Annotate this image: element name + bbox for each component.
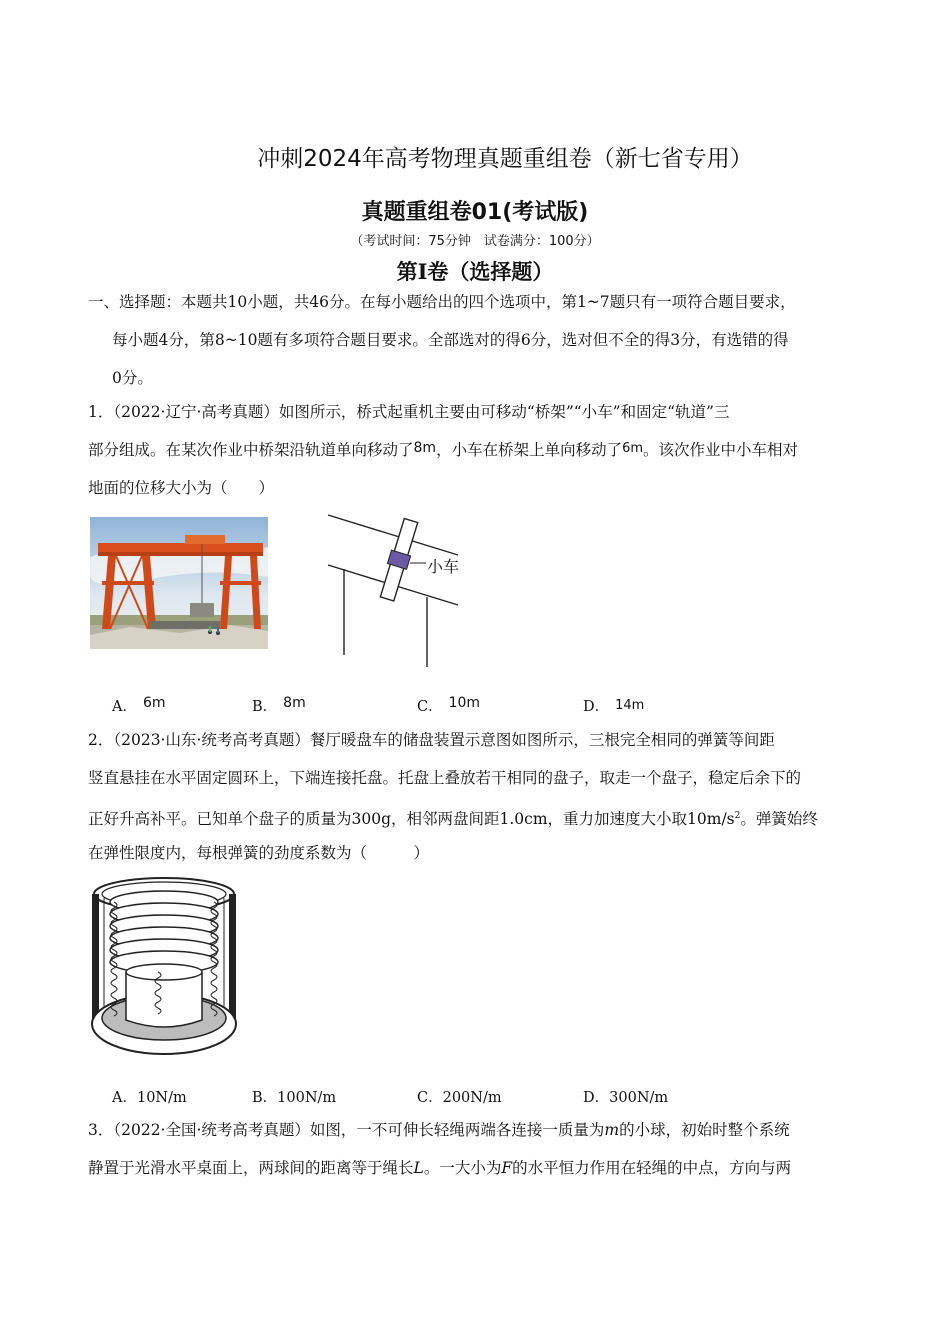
- crane-photo: [90, 517, 268, 649]
- q1-option-d: D． 14m: [583, 698, 645, 715]
- plate-warmer-diagram: [86, 872, 246, 1060]
- q2-line-2: 竖直悬挂在水平固定圆环上，下端连接托盘。托盘上叠放若干相同的盘子，取走一个盘子，稳定后余下的: [88, 769, 802, 787]
- bridge-frame: [377, 518, 420, 602]
- q1-line-3: 地面的位移大小为（ ）: [88, 479, 275, 497]
- q1-option-b: B． 8m: [252, 695, 306, 715]
- q1-value-8m: 8m: [413, 440, 437, 456]
- q2-line-4: 在弹性限度内，每根弹簧的劲度系数为（ ）: [88, 844, 430, 862]
- sub-title: 真题重组卷01(考试版): [361, 200, 589, 225]
- instructions-line-1: 一、选择题：本题共10小题，共46分。在每小题给出的四个选项中，第1~7题只有一项符合题目要求，: [88, 293, 796, 311]
- q2-option-d: D．300N/m: [583, 1090, 669, 1106]
- q1-line-2: 部分组成。在某次作业中桥架沿轨道单向移动了8m，小车在桥架上单向移动了6m。该次作业中小车相对: [88, 440, 799, 459]
- q2-option-c: C．200N/m: [417, 1090, 502, 1106]
- q1-option-a: A． 6m: [112, 695, 166, 715]
- q1-value-6m: 6m: [622, 441, 644, 456]
- q2-line-1: 2．（2023·山东·统考高考真题）餐厅暖盘车的储盘装置示意图如图所示，三根完全相同的弹簧等间距: [88, 731, 775, 749]
- q1-line-1: 1．（2022·辽宁·高考真题）如图所示，桥式起重机主要由可移动“桥架”“小车”和固定“轨道”三: [88, 403, 730, 421]
- crane-schematic-diagram: [320, 505, 470, 670]
- q2-option-b: B．100N/m: [252, 1090, 337, 1106]
- rail-top-line: [328, 515, 458, 555]
- q3-line-2: 静置于光滑水平桌面上，两球间的距离等于绳长L。一大小为F的水平恒力作用在轻绳的中点，方向与两: [88, 1159, 792, 1177]
- q2-line-3: 正好升高补平。已知单个盘子的质量为300g，相邻两盘间距1.0cm，重力加速度大小取$10m/s^2$。弹簧始终: [88, 810, 818, 829]
- exam-info: （考试时间：75分钟 试卷满分：100分）: [350, 234, 600, 249]
- q2-option-a: A．10N/m: [112, 1090, 187, 1106]
- q3-line-1: 3．（2022·全国·统考高考真题）如图，一不可伸长轻绳两端各连接一质量为m的小球，初始时整个系统: [88, 1121, 790, 1139]
- trolley-label: 小车: [427, 557, 460, 576]
- section-title: 第I卷（选择题）: [396, 259, 554, 284]
- instructions-line-3: 0分。: [112, 369, 153, 387]
- main-title: 冲刺2024年高考物理真题重组卷（新七省专用）: [257, 146, 753, 172]
- q1-option-c: C． 10m: [417, 695, 481, 715]
- instructions-line-2: 每小题4分，第8~10题有多项符合题目要求。全部选对的得6分，选对但不全的得3分，有选错的得: [112, 331, 789, 349]
